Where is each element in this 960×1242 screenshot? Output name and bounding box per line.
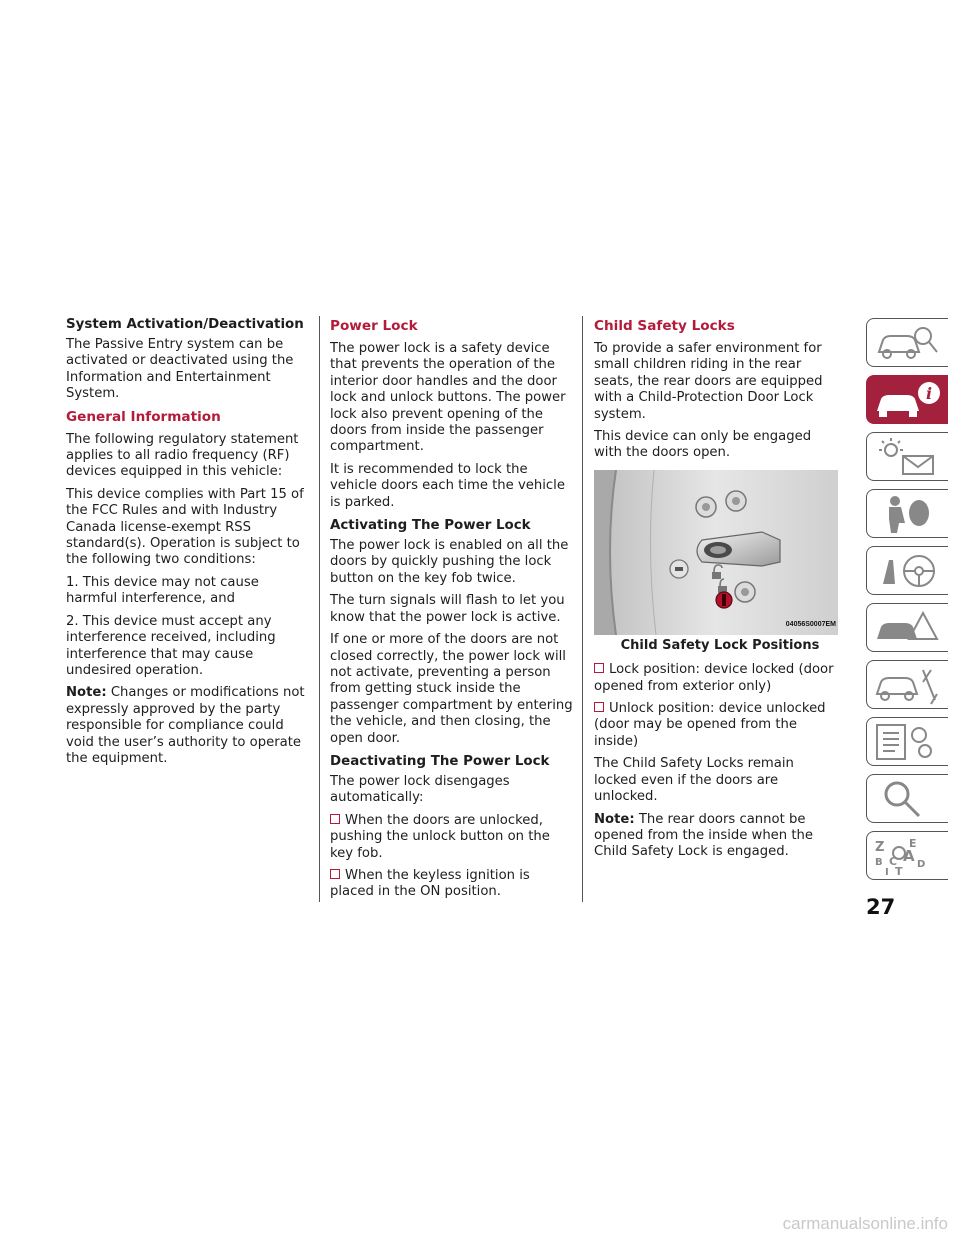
- note-label: Note:: [594, 811, 635, 827]
- tab-technical-specs[interactable]: [866, 717, 948, 766]
- checkbox-bullet-icon: [594, 702, 604, 712]
- bullet-text: When the doors are unlocked, pushing the unlock button on the key fob.: [330, 812, 550, 861]
- car-crash-warning-icon: [873, 607, 945, 649]
- specs-gear-icon: [873, 721, 945, 763]
- column-right: [594, 316, 838, 867]
- alphabet-index-icon: [873, 835, 945, 877]
- note-text: The rear doors cannot be opened from the inside when the Child Safety Lock is engaged.: [594, 811, 813, 860]
- tab-safety[interactable]: [866, 489, 948, 538]
- paragraph: The power lock is enabled on all the doors by quickly pushing the lock button on the key fob twice.: [330, 538, 569, 586]
- bullet-item: [594, 701, 838, 750]
- note-text: Changes or modifications not expressly approved by the party responsible for compliance could void the user’s authority to operate the equipment.: [66, 685, 305, 766]
- paragraph: To provide a safer environment for small children riding in the rear seats, the rear doors are equipped with a Child-Protection Door Lock system.: [594, 341, 823, 422]
- tab-starting-operating[interactable]: [866, 546, 948, 595]
- watermark-text: carmanualsonline.info: [782, 1214, 948, 1233]
- car-info-icon: [873, 379, 945, 421]
- paragraph: It is recommended to lock the vehicle doors each time the vehicle is parked.: [330, 461, 565, 510]
- bullet-item: [330, 868, 574, 901]
- paragraph: This device can only be engaged with the doors open.: [594, 429, 812, 461]
- tab-car-info[interactable]: [866, 375, 948, 424]
- car-search-icon: [873, 322, 945, 364]
- checkbox-bullet-icon: [330, 869, 340, 879]
- bullet-item: [330, 813, 574, 862]
- heading-general-information: General Information: [66, 408, 221, 425]
- bullet-text: When the keyless ignition is placed in the ON position.: [330, 867, 530, 900]
- svg-text:i: i: [926, 384, 933, 403]
- figure-caption: Child Safety Lock Positions: [620, 637, 820, 653]
- svg-text:B: B: [875, 857, 883, 868]
- door-lock-illustration: [594, 470, 838, 635]
- bullet-item: [594, 662, 838, 695]
- paragraph: The turn signals will flash to let you know that the power lock is active.: [330, 593, 565, 625]
- tab-search[interactable]: [866, 774, 948, 823]
- figure-code: 04056S0007EM: [785, 621, 836, 629]
- note: [66, 685, 312, 767]
- svg-text:Z: Z: [875, 840, 885, 855]
- paragraph: This device complies with Part 15 of the FCC Rules and with Industry Canada license-exempt RSS standard(s). Operation is subject to the following two conditions:: [66, 486, 304, 568]
- child-safety-lock-figure: [594, 470, 838, 635]
- column-left: [66, 316, 312, 773]
- note-label: Note:: [66, 685, 107, 701]
- tab-warning-lights[interactable]: [866, 432, 948, 481]
- bullet-text: Unlock position: device unlocked (door may be opened from the inside): [594, 701, 826, 749]
- svg-text:E: E: [909, 837, 917, 850]
- paragraph: The Passive Entry system can be activated or deactivated using the Information and Entertainment System.: [66, 337, 294, 402]
- tab-car-search[interactable]: [866, 318, 948, 367]
- checkbox-bullet-icon: [330, 814, 340, 824]
- column-divider: [582, 316, 583, 902]
- checkbox-bullet-icon: [594, 663, 604, 673]
- tab-servicing[interactable]: [866, 660, 948, 709]
- column-divider: [319, 316, 320, 902]
- svg-text:C: C: [889, 855, 898, 868]
- heading-system-activation: System Activation/Deactivation: [66, 317, 304, 332]
- paragraph: The power lock is a safety device that prevents the operation of the interior door handles and the door lock and unlock buttons. The power lock also prevent opening of the doors from inside the passenger compartment.: [330, 341, 566, 455]
- warning-light-message-icon: [873, 436, 945, 478]
- column-middle: [330, 316, 574, 907]
- steering-wheel-key-icon: [873, 550, 945, 592]
- note: [594, 812, 838, 861]
- airbag-person-icon: [873, 493, 945, 535]
- car-wrench-icon: [873, 664, 945, 706]
- heading-deactivating-power-lock: Deactivating The Power Lock: [330, 753, 550, 769]
- svg-text:T: T: [895, 865, 903, 877]
- chapter-tabs: [866, 318, 948, 888]
- page-number: 27: [866, 895, 896, 919]
- paragraph: The power lock disengages automatically:: [330, 773, 510, 806]
- heading-activating-power-lock: Activating The Power Lock: [330, 518, 531, 534]
- condition-item: 1. This device may not cause harmful interference, and: [66, 574, 259, 607]
- svg-text:D: D: [917, 859, 926, 870]
- tab-emergency[interactable]: [866, 603, 948, 652]
- tab-index[interactable]: [866, 831, 948, 880]
- condition-item: 2. This device must accept any interference received, including interference that may cause undesired operation.: [66, 613, 276, 678]
- magnifier-icon: [873, 778, 945, 820]
- heading-child-safety-locks: Child Safety Locks: [594, 318, 735, 334]
- paragraph: The Child Safety Locks remain locked even if the doors are unlocked.: [594, 756, 794, 805]
- svg-text:I: I: [885, 867, 889, 877]
- heading-power-lock: Power Lock: [330, 318, 418, 334]
- paragraph: The following regulatory statement applies to all radio frequency (RF) devices equipped in this vehicle:: [66, 431, 299, 480]
- svg-text:A: A: [903, 847, 915, 865]
- paragraph: If one or more of the doors are not closed correctly, the power lock will not activate, preventing a person from getting stuck inside the passenger compartment by entering the vehicle, and then closing, the open door.: [330, 632, 573, 746]
- bullet-text: Lock position: device locked (door opened from exterior only): [594, 662, 834, 694]
